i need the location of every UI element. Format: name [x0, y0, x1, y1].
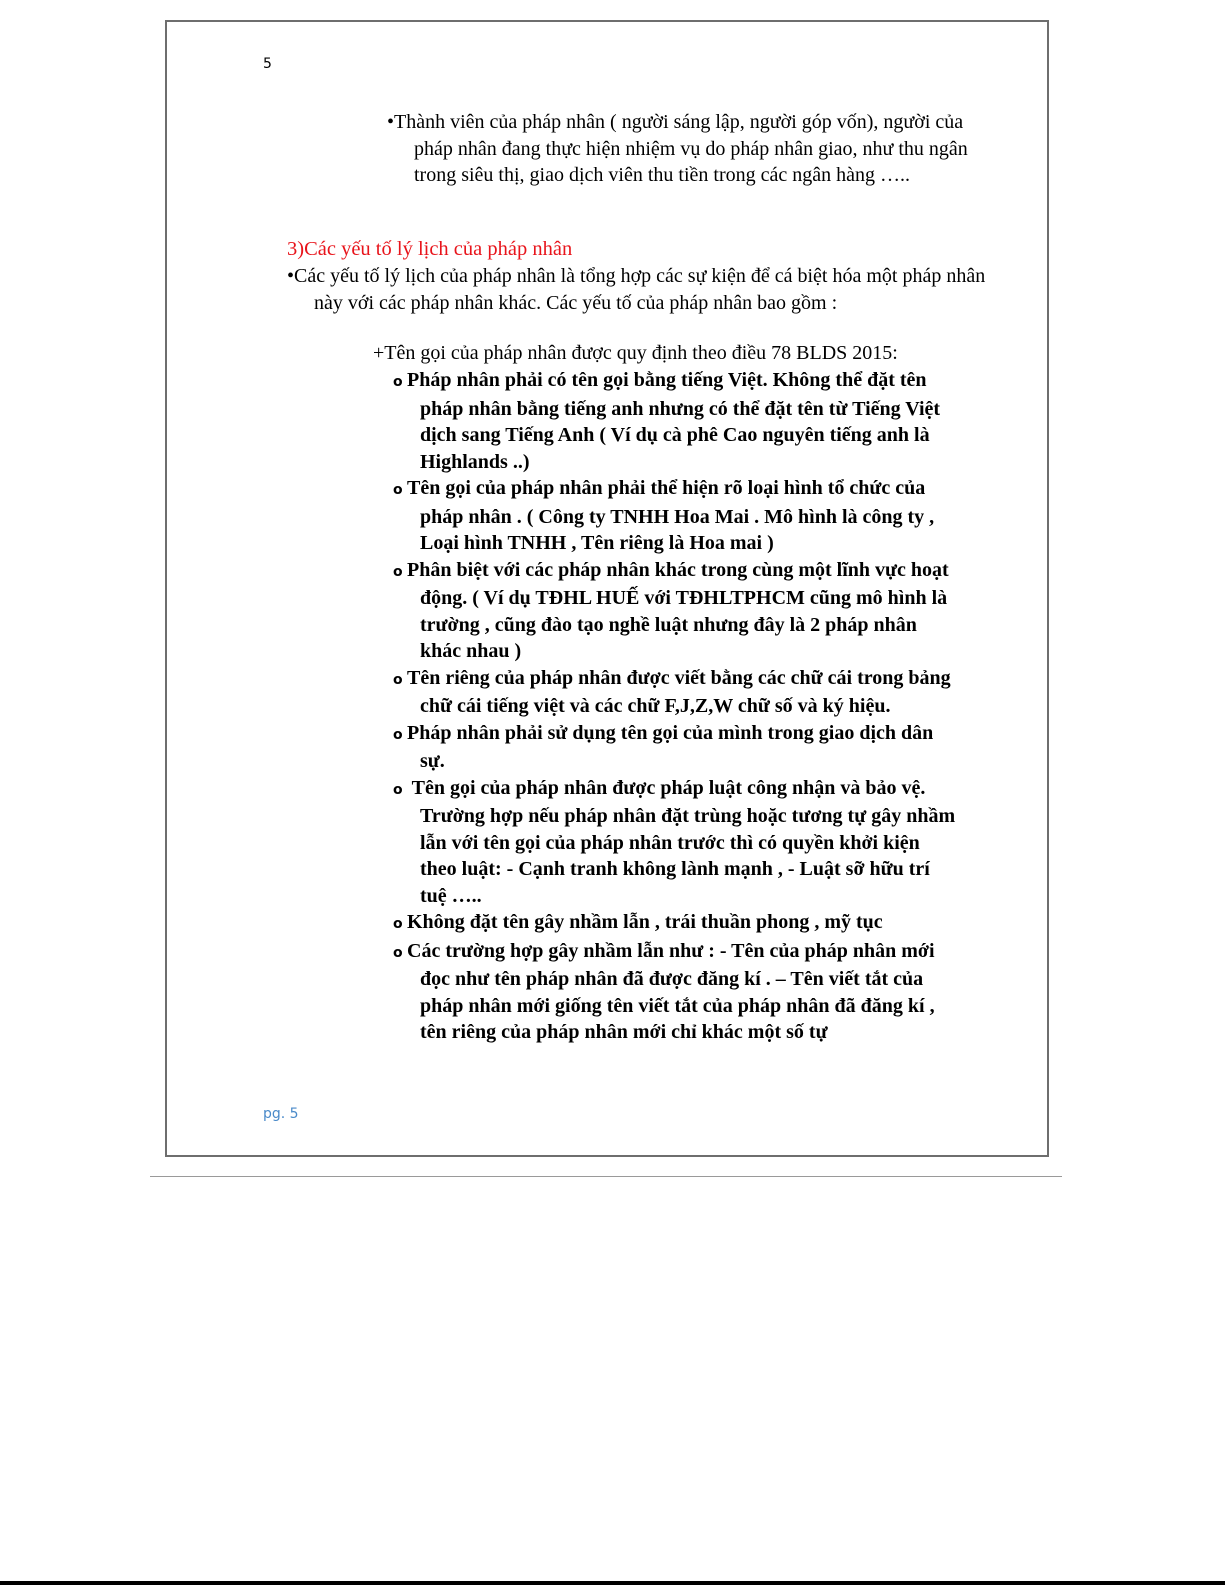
page-number-top: 5 [263, 56, 272, 72]
list-item-text: Tên riêng của pháp nhân được viết bằng các chữ cái trong bảng chữ cái tiếng việt và các chữ F,J,Z,W chữ số và ký hiệu. [407, 666, 951, 717]
circle-marker: o [393, 671, 403, 688]
list-item-text: Tên gọi của pháp nhân được pháp luật công nhận và bảo vệ. Trường hợp nếu pháp nhân đặt trùng hoặc tương tự gây nhầm lẫn với tên gọi của pháp nhân trước thì có quyền khởi kiện theo luật: - Cạnh tranh không lành mạnh , - Luật sỡ hữu trí tuệ ….. [407, 776, 956, 907]
plus-item-name-rule: +Tên gọi của pháp nhân được quy định theo điều 78 BLDS 2015: [373, 342, 898, 364]
circle-marker: o [393, 563, 403, 580]
list-item [393, 909, 959, 938]
circle-marker: o [393, 374, 403, 390]
section-heading: 3)Các yếu tố lý lịch của pháp nhân [287, 238, 573, 260]
bullet-profile-text: Các yếu tố lý lịch của pháp nhân là tổng hợp các sự kiện để cá biệt hóa một pháp nhân này với các pháp nhân khác. Các yếu tố của pháp nhân bao gồm : [294, 265, 986, 314]
list-item [393, 775, 959, 910]
bullet-profile-elements [287, 263, 994, 316]
circle-marker: o [393, 944, 403, 961]
list-item [393, 938, 959, 1046]
list-item-text: Pháp nhân phải có tên gọi bằng tiếng Việt. Không thể đặt tên pháp nhân bằng tiếng anh nhưng có thể đặt tên từ Tiếng Việt dịch sang Tiếng Anh ( Ví dụ cà phê Cao nguyên tiếng anh là Highlands ..) [407, 369, 941, 473]
circle-marker: o [393, 916, 403, 932]
circle-marker: o [393, 726, 403, 743]
list-item [393, 475, 959, 557]
list-item [393, 367, 959, 475]
list-item [393, 557, 959, 665]
bullet-members-text: Thành viên của pháp nhân ( người sáng lập, người góp vốn), người của pháp nhân đang thực hiện nhiệm vụ do pháp nhân giao, như thu ngân trong siêu thị, giao dịch viên thu tiền trong các ngân hàng ….. [394, 111, 968, 186]
document-page [165, 20, 1049, 1157]
sub-item-list [393, 367, 959, 1046]
list-item-text: Tên gọi của pháp nhân phải thể hiện rõ loại hình tổ chức của pháp nhân . ( Công ty TNHH Hoa Mai . Mô hình là công ty , Loại hình TNHH , Tên riêng là Hoa mai ) [407, 477, 935, 554]
list-item-text: Không đặt tên gây nhầm lẫn , trái thuần phong , mỹ tục [407, 911, 883, 933]
list-item-text: Phân biệt với các pháp nhân khác trong cùng một lĩnh vực hoạt động. ( Ví dụ TĐHL HUẾ với TĐHLTPHCM cũng mô hình là trường , cũng đào tạo nghề luật nhưng đây là 2 pháp nhân khác nhau ) [407, 558, 949, 662]
page-separator [150, 1176, 1062, 1177]
list-item [393, 720, 959, 775]
list-item [393, 665, 959, 720]
viewport-bottom-edge [0, 1581, 1225, 1585]
circle-marker: o [393, 482, 403, 498]
circle-marker: o [393, 781, 403, 798]
list-item-text: Pháp nhân phải sử dụng tên gọi của mình trong giao dịch dân sự. [407, 721, 934, 772]
bullet-members [387, 109, 974, 189]
page-footer: pg. 5 [263, 1106, 299, 1122]
list-item-text: Các trường hợp gây nhầm lẫn như : - Tên của pháp nhân mới đọc như tên pháp nhân đã được đăng kí . – Tên viết tắt của pháp nhân mới giống tên viết tắt của pháp nhân đã đăng kí , tên riêng của pháp nhân mới chỉ khác một số tự [407, 939, 935, 1043]
bullet-marker: • [287, 265, 295, 287]
bullet-marker: • [387, 111, 395, 133]
